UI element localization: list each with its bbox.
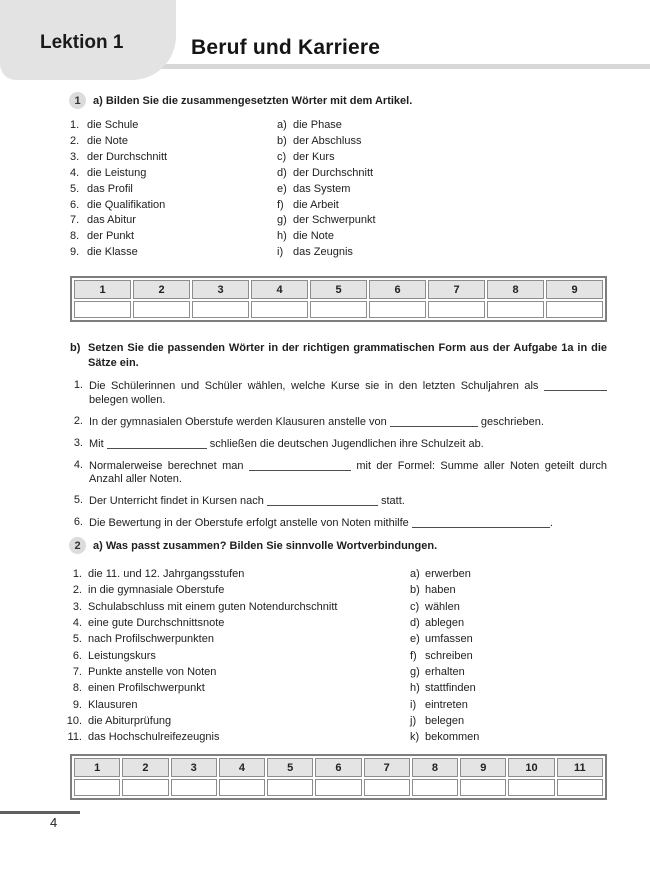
item-label: Punkte anstelle von Noten [88, 666, 217, 679]
lesson-box [0, 0, 176, 80]
answer-cell[interactable] [219, 779, 265, 796]
answer-cell[interactable] [133, 301, 190, 318]
item-label: Leistungskurs [88, 649, 156, 662]
list-item [277, 246, 376, 262]
answer-cell[interactable] [460, 779, 506, 796]
item-label: der Durchschnitt [87, 150, 168, 163]
answer-cell[interactable] [546, 301, 603, 318]
matching-list-2a-right [410, 568, 479, 748]
answer-table-header-cell: 9 [460, 758, 506, 777]
exercise-1-number-badge: 1 [69, 92, 86, 109]
item-number: 3. [72, 600, 82, 613]
item-number: 6. [72, 649, 82, 662]
sentence-text: Die Bewertung in der Oberstufe erfolgt anstelle von Noten mithilfe . [89, 517, 553, 529]
item-label: eine gute Durchschnittsnote [88, 617, 225, 630]
list-item [66, 617, 337, 633]
sentence [70, 516, 607, 531]
item-number: h) [277, 230, 287, 243]
item-label: die Note [293, 230, 334, 243]
sentence-number: 3. [73, 436, 83, 449]
sentence [70, 494, 607, 509]
item-label: erhalten [425, 666, 465, 679]
answer-cell[interactable] [251, 301, 308, 318]
sentence-number: 4. [73, 458, 83, 471]
sentence [70, 415, 607, 430]
item-label: die Qualifikation [87, 198, 166, 211]
item-number: c) [277, 150, 287, 163]
answer-table-header-cell: 7 [428, 280, 485, 299]
list-item [66, 568, 337, 584]
item-number: 9. [72, 698, 82, 711]
list-item [277, 135, 376, 151]
list-item [66, 666, 337, 682]
answer-table-header-cell: 5 [267, 758, 313, 777]
sentence-number: 5. [73, 494, 83, 506]
list-item [277, 151, 376, 167]
answer-cell[interactable] [171, 779, 217, 796]
answer-table-header-cell: 3 [171, 758, 217, 777]
item-label: haben [425, 584, 456, 597]
list-item [277, 214, 376, 230]
item-label: die 11. und 12. Jahrgangsstufen [88, 568, 245, 580]
item-label: belegen [425, 715, 465, 728]
answer-table-header-cell: 3 [192, 280, 249, 299]
answer-cell[interactable] [508, 779, 554, 796]
item-number: 1. [72, 568, 82, 580]
list-item [277, 119, 376, 135]
sentence-number: 2. [73, 414, 83, 427]
item-number: 8. [72, 682, 82, 695]
item-number: j) [410, 715, 417, 728]
item-number: b) [277, 134, 287, 147]
item-label: eintreten [425, 698, 468, 711]
item-number: 5. [72, 633, 82, 646]
list-item [66, 633, 337, 649]
fill-in-blank[interactable] [249, 459, 351, 471]
list-item [70, 214, 167, 230]
answer-table-header-cell: 10 [508, 758, 554, 777]
exercise-1-heading [69, 92, 412, 109]
sentence-text: Mit schließen die deutschen Jugendlichen ihre Schulzeit ab. [89, 437, 484, 450]
answer-table-header-cell: 9 [546, 280, 603, 299]
answer-table-header-cell: 4 [219, 758, 265, 777]
item-label: Schulabschluss mit einem guten Notendurchschnitt [88, 600, 338, 613]
list-item [70, 151, 167, 167]
answer-cell[interactable] [267, 779, 313, 796]
list-item [410, 601, 479, 617]
item-number: i) [277, 246, 284, 259]
list-item [66, 601, 337, 617]
item-label: umfassen [425, 633, 473, 646]
list-item [277, 199, 376, 215]
answer-cell[interactable] [557, 779, 603, 796]
item-number: 2. [70, 134, 80, 147]
list-item [70, 183, 167, 199]
answer-table-header-cell: 2 [133, 280, 190, 299]
item-label: wählen [425, 600, 460, 613]
list-item [410, 617, 479, 633]
exercise-2-number-badge: 2 [69, 537, 86, 554]
item-number: d) [410, 617, 420, 630]
list-item [410, 682, 479, 698]
answer-cell[interactable] [487, 301, 544, 318]
list-item [70, 167, 167, 183]
list-item [70, 199, 167, 215]
answer-cell[interactable] [412, 779, 458, 796]
list-item [410, 568, 479, 584]
item-label: der Durchschnitt [293, 166, 374, 179]
list-item [410, 715, 479, 731]
list-item [410, 650, 479, 666]
fill-in-blank[interactable] [267, 494, 378, 506]
list-item [410, 699, 479, 715]
sentence [70, 379, 607, 407]
item-number: 8. [70, 230, 80, 243]
fill-in-blank[interactable] [412, 516, 550, 528]
matching-list-1a-right [277, 119, 376, 262]
item-label: das System [293, 182, 351, 195]
item-number: 5. [70, 182, 80, 195]
item-label: nach Profilschwerpunkten [88, 633, 214, 646]
sentence-text: Die Schülerinnen und Schüler wählen, welche Kurse sie in den letzten Schuljahren als belegen wollen. [89, 379, 607, 407]
item-number: g) [410, 666, 420, 679]
item-number: d) [277, 166, 287, 179]
item-number: f) [410, 649, 417, 662]
sentence-text: Der Unterricht findet in Kursen nach statt. [89, 495, 405, 507]
exercise-1b-letter: b) [70, 342, 81, 354]
list-item [70, 135, 167, 151]
item-number: a) [410, 568, 420, 580]
sentence-number: 6. [73, 516, 83, 528]
sentence [70, 437, 607, 452]
answer-table-header-cell: 6 [369, 280, 426, 299]
answer-cell[interactable] [122, 779, 168, 796]
answer-cell[interactable] [74, 779, 120, 796]
item-number: e) [410, 633, 420, 646]
answer-table-header-cell: 5 [310, 280, 367, 299]
matching-list-1a-left [70, 119, 167, 262]
item-label: das Zeugnis [293, 246, 353, 259]
exercise-1a-title: a) Bilden Sie die zusammengesetzten Wörter mit dem Artikel. [93, 94, 413, 107]
list-item [70, 230, 167, 246]
answer-table-header-cell: 8 [487, 280, 544, 299]
item-label: der Abschluss [293, 134, 362, 147]
item-number: a) [277, 119, 287, 131]
list-item [66, 584, 337, 600]
list-item [70, 119, 167, 135]
answer-table-header-cell: 8 [412, 758, 458, 777]
item-number: c) [410, 600, 420, 613]
item-number: f) [277, 198, 284, 211]
answer-table-header-cell: 6 [315, 758, 361, 777]
item-label: der Punkt [87, 230, 135, 243]
list-item [66, 715, 337, 731]
item-number: 11. [67, 731, 82, 744]
list-item [70, 246, 167, 262]
list-item [410, 666, 479, 682]
item-number: 4. [70, 166, 80, 179]
answer-table-header-cell: 11 [557, 758, 603, 777]
item-label: die Arbeit [293, 198, 339, 211]
item-number: i) [410, 698, 417, 711]
item-label: ablegen [425, 617, 465, 630]
item-number: e) [277, 182, 287, 195]
page-number: 4 [50, 815, 58, 830]
exercise-2a-title: a) Was passt zusammen? Bilden Sie sinnvolle Wortverbindungen. [93, 539, 438, 552]
sentence-text: Normalerweise berechnet man mit der Formel: Summe aller Noten geteilt durch Anzahl aller Noten. [89, 459, 607, 485]
list-item [277, 183, 376, 199]
item-label: das Abitur [87, 214, 136, 227]
footer-rule [0, 811, 80, 814]
answer-table-1 [70, 276, 607, 322]
item-label: bekommen [425, 731, 480, 744]
item-label: erwerben [425, 568, 471, 580]
sentence-text: In der gymnasialen Oberstufe werden Klausuren anstelle von geschrieben. [89, 415, 544, 428]
item-number: 10. [66, 715, 82, 728]
answer-table-2 [70, 754, 607, 800]
item-number: 7. [70, 214, 80, 227]
list-item [277, 167, 376, 183]
item-number: 3. [70, 150, 80, 163]
item-label: die Abiturprüfung [88, 715, 172, 728]
answer-table-header-cell: 7 [364, 758, 410, 777]
sentence [70, 459, 607, 487]
answer-cell[interactable] [428, 301, 485, 318]
answer-table-header-cell: 1 [74, 758, 120, 777]
item-number: g) [277, 214, 287, 227]
item-number: h) [410, 682, 420, 695]
item-label: der Kurs [293, 150, 335, 163]
sentence-number: 1. [73, 379, 83, 391]
fill-in-blank[interactable] [544, 379, 607, 391]
item-label: die Schule [87, 119, 139, 131]
item-label: das Hochschulreifezeugnis [88, 731, 220, 744]
answer-cell[interactable] [315, 779, 361, 796]
item-label: Klausuren [88, 698, 138, 711]
item-label: schreiben [425, 649, 473, 662]
answer-table-header-cell: 1 [74, 280, 131, 299]
answer-cell[interactable] [74, 301, 131, 318]
item-number: 9. [70, 246, 80, 259]
exercise-2-heading [69, 537, 437, 554]
answer-table-header-cell: 2 [122, 758, 168, 777]
fill-in-blank[interactable] [107, 437, 207, 449]
fill-in-blank[interactable] [390, 415, 478, 427]
item-number: 2. [72, 584, 82, 597]
fill-in-sentence-list [70, 379, 607, 538]
exercise-1b-heading [70, 341, 607, 371]
exercise-1b-title: Setzen Sie die passenden Wörter in der richtigen grammatischen Form aus der Aufgabe 1a in die Sätze ein. [88, 342, 607, 369]
answer-cell[interactable] [364, 779, 410, 796]
item-number: k) [410, 731, 420, 744]
answer-table-header-cell: 4 [251, 280, 308, 299]
answer-cell[interactable] [310, 301, 367, 318]
list-item [66, 731, 337, 747]
item-number: 7. [72, 666, 82, 679]
matching-list-2a-left [66, 568, 337, 748]
item-label: das Profil [87, 182, 133, 195]
answer-cell[interactable] [192, 301, 249, 318]
item-number: 6. [70, 198, 80, 211]
item-label: die Phase [293, 119, 342, 131]
list-item [66, 682, 337, 698]
item-label: einen Profilschwerpunkt [88, 682, 205, 695]
item-number: 4. [72, 617, 82, 630]
item-label: die Note [87, 134, 128, 147]
list-item [410, 731, 479, 747]
list-item [66, 699, 337, 715]
list-item [277, 230, 376, 246]
item-label: die Klasse [87, 246, 138, 259]
item-label: in die gymnasiale Oberstufe [88, 584, 225, 597]
list-item [410, 584, 479, 600]
lesson-label: Lektion 1 [40, 32, 124, 53]
answer-cell[interactable] [369, 301, 426, 318]
header-rule [150, 64, 650, 69]
item-label: der Schwerpunkt [293, 214, 376, 227]
item-number: b) [410, 584, 420, 597]
item-label: stattfinden [425, 682, 476, 695]
item-number: 1. [70, 119, 80, 131]
page-title: Beruf und Karriere [191, 36, 381, 59]
item-label: die Leistung [87, 166, 147, 179]
list-item [66, 650, 337, 666]
list-item [410, 633, 479, 649]
